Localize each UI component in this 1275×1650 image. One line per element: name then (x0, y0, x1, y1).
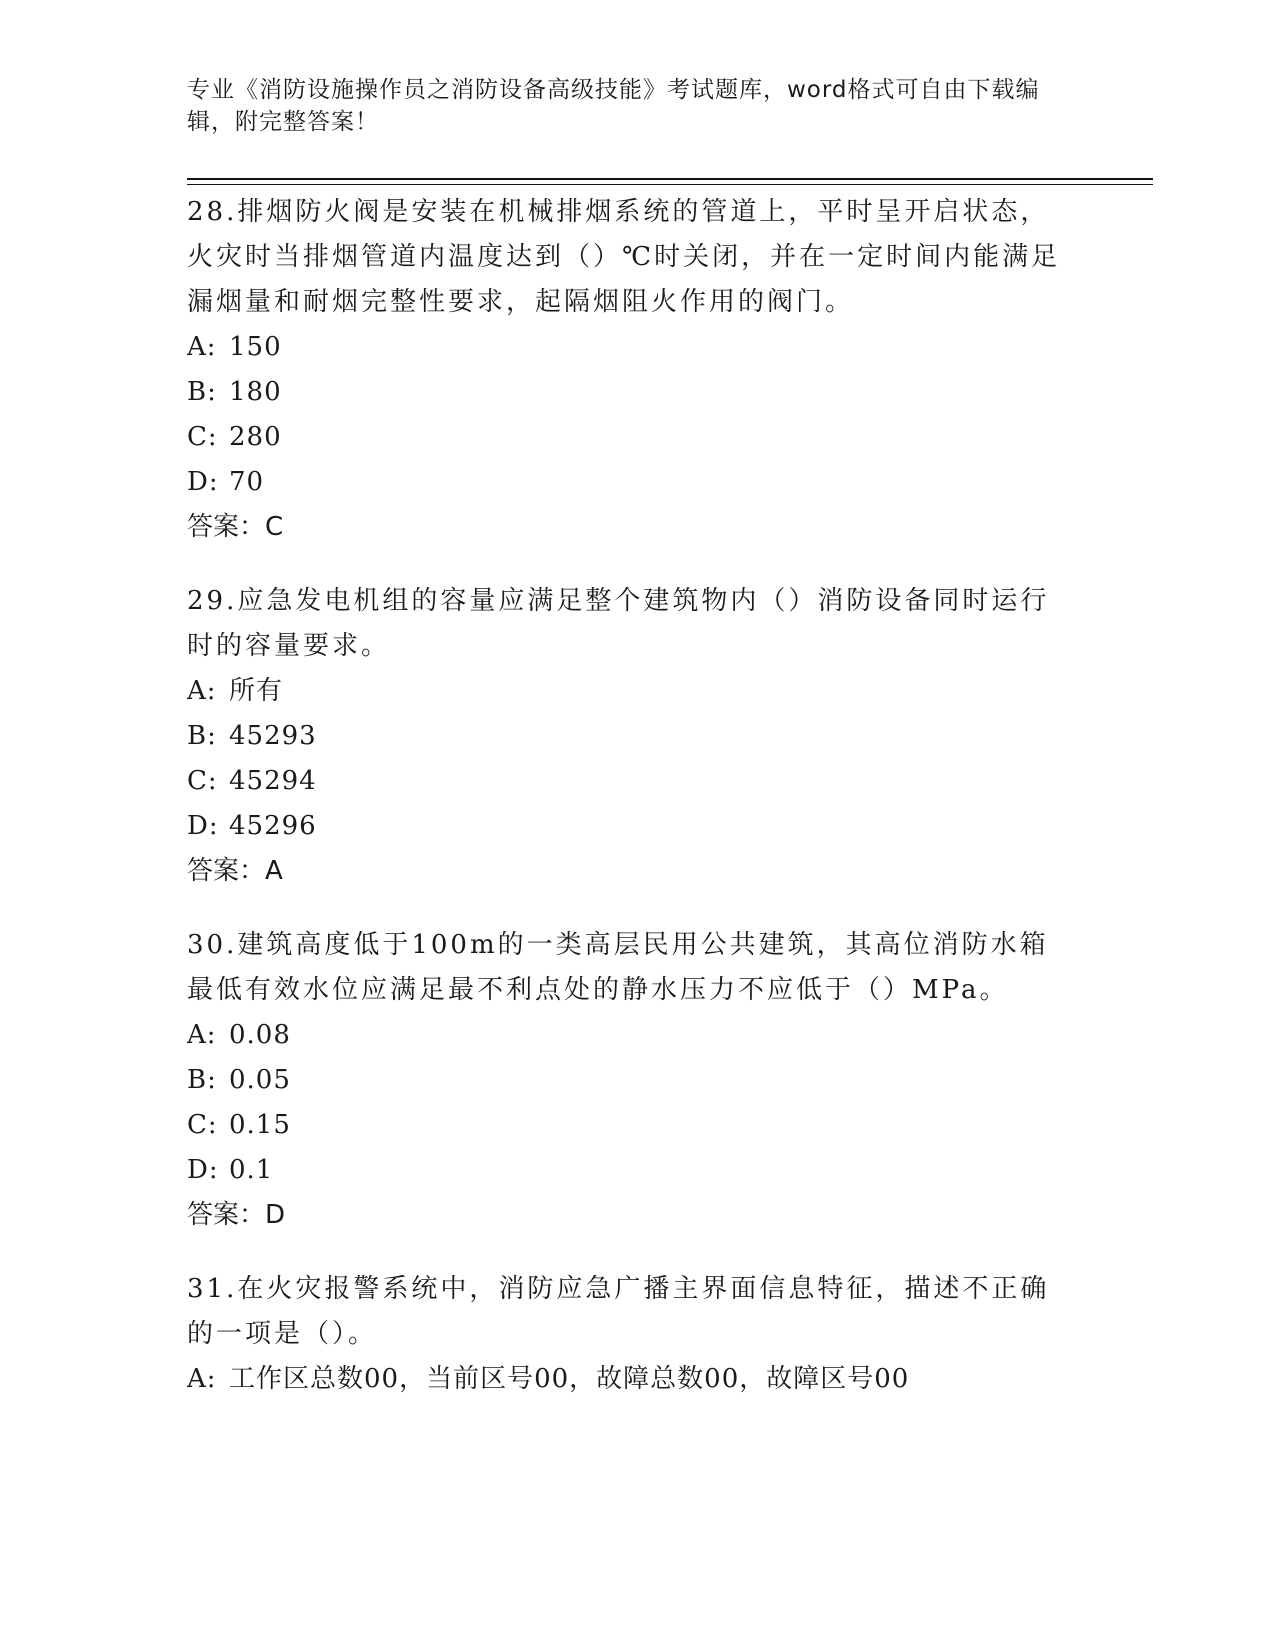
document-intro: 专业《消防设施操作员之消防设备高级技能》考试题库，word格式可自由下载编辑，附完整答案！ (187, 77, 1040, 135)
option-letter: C: (187, 422, 218, 452)
option-a (187, 325, 1067, 370)
option-letter: D: (187, 467, 219, 497)
question-28 (187, 190, 1067, 550)
option-b (187, 370, 1067, 415)
option-text: 0.05 (229, 1065, 291, 1095)
option-letter: A: (187, 1020, 217, 1050)
option-text: 工作区总数00，当前区号00，故障总数00，故障区号00 (229, 1364, 910, 1394)
option-text: 0.08 (229, 1020, 291, 1050)
option-a (187, 669, 1067, 714)
option-a (187, 1013, 1067, 1058)
option-letter: B: (187, 721, 217, 751)
option-c (187, 415, 1067, 460)
option-letter: B: (187, 377, 217, 407)
option-text: 0.15 (229, 1110, 291, 1140)
question-stem: 30.建筑高度低于100m的一类高层民用公共建筑，其高位消防水箱最低有效水位应满足最不利点处的静水压力不应低于（）MPa。 (187, 930, 1049, 1005)
header-rule-thick (187, 178, 1153, 180)
option-letter: A: (187, 332, 217, 362)
option-letter: C: (187, 1110, 218, 1140)
header-rule-thin (187, 184, 1153, 185)
answer-line: 答案：D (187, 1200, 286, 1230)
question-stem: 28.排烟防火阀是安装在机械排烟系统的管道上，平时呈开启状态，火灾时当排烟管道内温度达到（）℃时关闭，并在一定时间内能满足漏烟量和耐烟完整性要求，起隔烟阻火作用的阀门。 (187, 197, 1061, 317)
option-text: 180 (229, 377, 282, 407)
question-stem: 31.在火灾报警系统中，消防应急广播主界面信息特征，描述不正确的一项是（）。 (187, 1274, 1050, 1349)
option-letter: D: (187, 1155, 219, 1185)
option-letter: A: (187, 1364, 217, 1394)
option-d (187, 804, 1067, 849)
answer-line: 答案：C (187, 512, 284, 542)
question-list (187, 190, 1067, 1431)
option-text: 45294 (229, 766, 317, 796)
question-31 (187, 1267, 1067, 1402)
option-d (187, 1148, 1067, 1193)
option-text: 280 (229, 422, 282, 452)
option-c (187, 759, 1067, 804)
question-29 (187, 579, 1067, 894)
question-30 (187, 923, 1067, 1238)
option-letter: B: (187, 1065, 217, 1095)
option-text: 70 (229, 467, 265, 497)
option-b (187, 714, 1067, 759)
option-text: 150 (229, 332, 282, 362)
option-letter: A: (187, 676, 217, 706)
option-text: 0.1 (229, 1155, 274, 1185)
option-b (187, 1058, 1067, 1103)
option-c (187, 1103, 1067, 1148)
option-a (187, 1357, 1067, 1402)
option-text: 45296 (229, 811, 317, 841)
answer-line: 答案：A (187, 856, 283, 886)
option-letter: C: (187, 766, 218, 796)
option-text: 45293 (229, 721, 317, 751)
option-text: 所有 (229, 676, 284, 706)
option-d (187, 460, 1067, 505)
question-stem: 29.应急发电机组的容量应满足整个建筑物内（）消防设备同时运行时的容量要求。 (187, 586, 1050, 661)
option-letter: D: (187, 811, 219, 841)
